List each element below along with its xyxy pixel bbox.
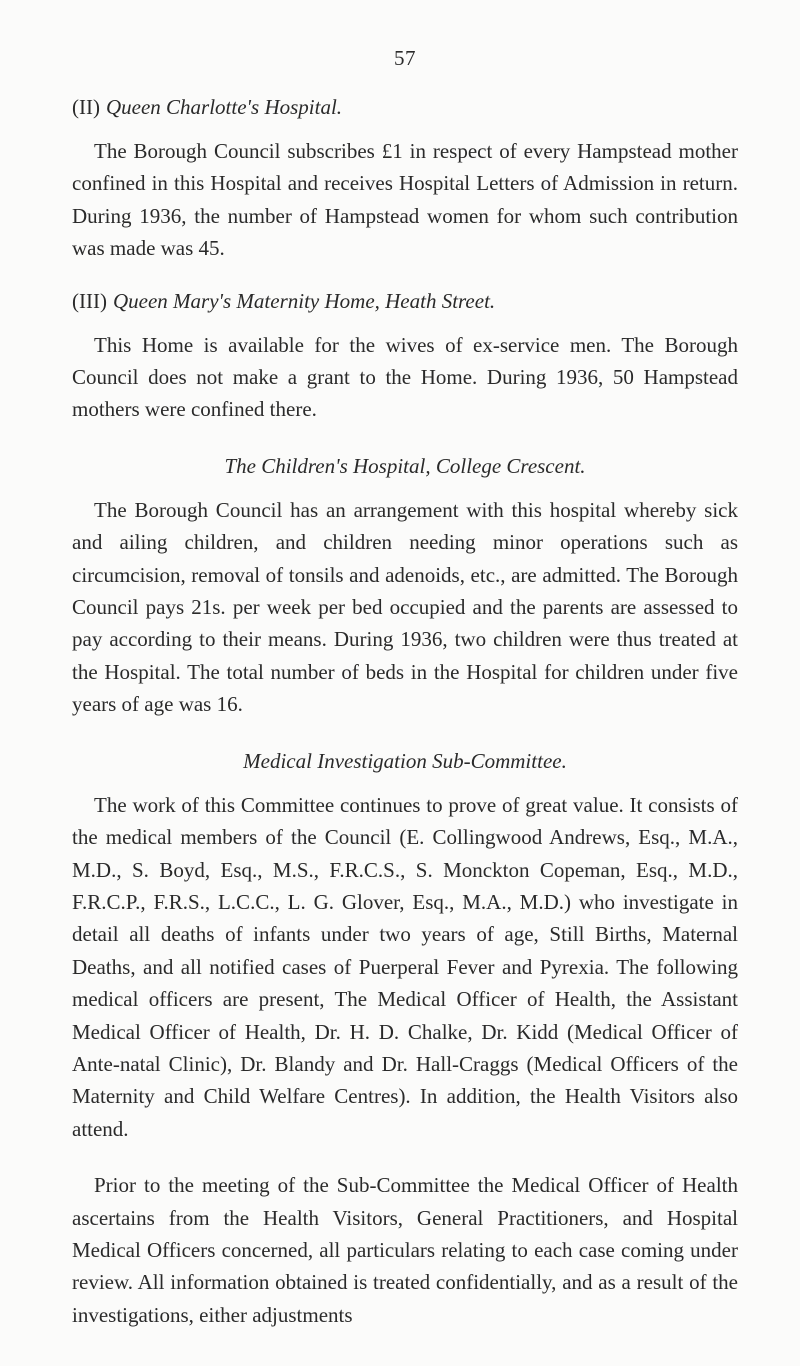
section-heading — [72, 93, 738, 121]
document-page — [72, 46, 738, 1331]
section-numeral: (III) — [72, 288, 107, 313]
section-medical-investigation-sub-committee — [72, 747, 738, 1332]
paragraph: The work of this Committee continues to prove of great value. It consists of the medical members of the Council (E. Collingwood Andrews, Esq., M.A., M.D., S. Boyd, Esq., M.S., F.R.C.S., S. Monckton Copeman, Esq., M.D., F.R.C.P., F.R.S., L.C.C., L. G. Glover, Esq., M.A., M.D.) who investigate in detail all deaths of infants under two years of age, Still Births, Maternal Deaths, and all notified cases of Puerperal Fever and Pyrexia. The following medical officers are present, The Medical Officer of Health, the Assistant Medical Officer of Health, Dr. H. D. Chalke, Dr. Kidd (Medical Officer of Ante-natal Clinic), Dr. Blandy and Dr. Hall-Craggs (Medical Officers of the Maternity and Child Welfare Centres). In addition, the Health Visitors also attend. — [72, 792, 738, 1141]
section-title: The Children's Hospital, College Crescent. — [224, 453, 586, 478]
section-childrens-hospital — [72, 452, 738, 721]
page-number: 57 — [394, 46, 416, 70]
section-numeral: (II) — [72, 95, 100, 119]
paragraph: Prior to the meeting of the Sub-Committee the Medical Officer of Health ascertains from the Health Visitors, General Practitioners, and Hospital Medical Officers concerned, all particulars relating to each case coming under review. All information obtained is treated confidentially, and as a result of the investigations, either adjustments — [72, 1173, 738, 1327]
section-title: Medical Investigation Sub-Committee. — [243, 748, 567, 773]
paragraph: This Home is available for the wives of ex-service men. The Borough Council does not make a grant to the Home. During 1936, 50 Hampstead mothers were confined there. — [72, 332, 738, 422]
paragraph: The Borough Council has an arrangement with this hospital whereby sick and ailing children, and children needing minor operations such as circumcision, removal of tonsils and adenoids, etc., are admitted. The Borough Council pays 21s. per week per bed occupied and the parents are assessed to pay according to their means. During 1936, two children were thus treated at the Hospital. The total number of beds in the Hospital for children under five years of age was 16. — [72, 497, 738, 717]
paragraph: The Borough Council subscribes £1 in respect of every Hampstead mother confined in this Hospital and receives Hospital Letters of Admission in return. During 1936, the number of Hampstead women for whom such contribution was made was 45. — [72, 139, 738, 261]
section-title: Queen Charlotte's Hospital. — [105, 95, 343, 119]
section-title: Queen Mary's Maternity Home, Heath Street. — [112, 288, 496, 313]
section-queen-charlottes-hospital — [72, 93, 738, 265]
section-queen-marys-maternity-home — [72, 287, 738, 426]
section-heading — [72, 287, 738, 315]
